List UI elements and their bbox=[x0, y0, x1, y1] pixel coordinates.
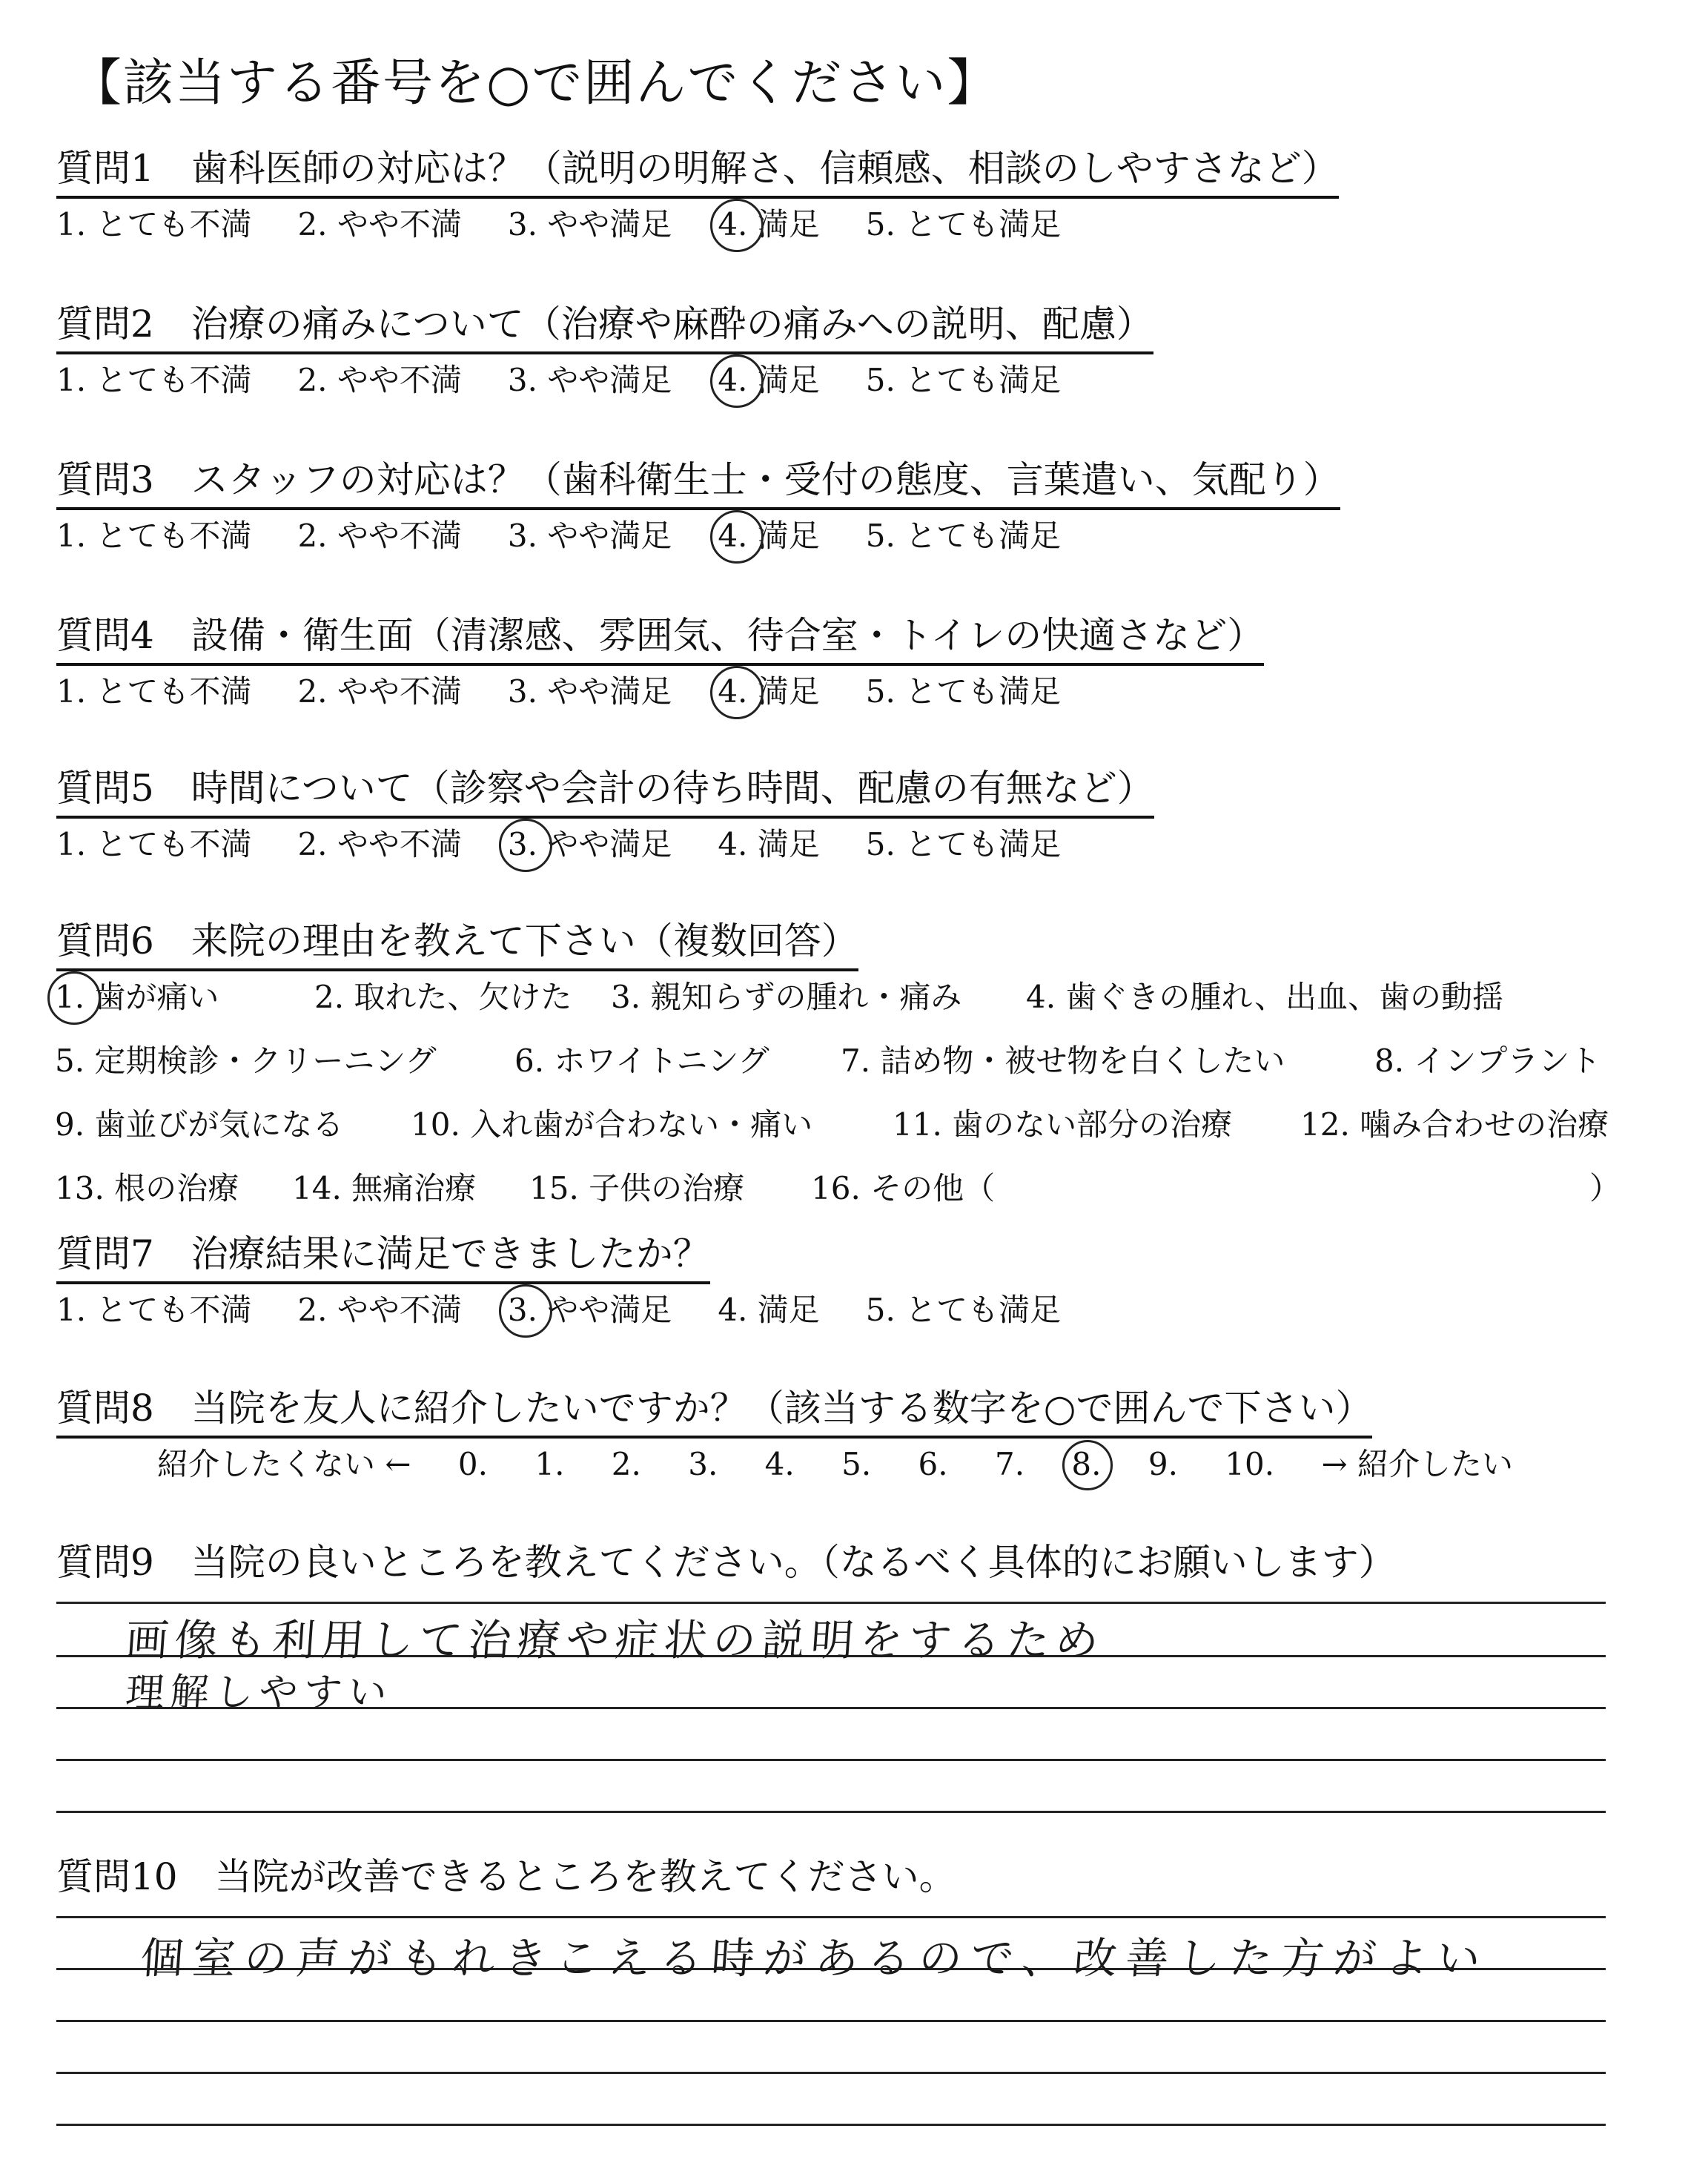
question-2-heading: 質問2 治療の痛みについて（治療や麻酔の痛みへの説明、配慮） bbox=[56, 301, 1153, 354]
reason-14[interactable]: 14. 無痛治療 bbox=[292, 1170, 477, 1206]
question-7-options bbox=[56, 1292, 1107, 1329]
reason-16[interactable]: 16. その他（ bbox=[811, 1170, 996, 1206]
answer-line bbox=[56, 1916, 1606, 1918]
question-7 bbox=[56, 1231, 1613, 1379]
question-5 bbox=[56, 765, 1613, 914]
question-2-options bbox=[56, 362, 1107, 399]
scale-2[interactable]: 2. bbox=[611, 1446, 641, 1482]
option-5[interactable]: 5. とても満足 bbox=[865, 518, 1062, 554]
answer-line bbox=[56, 1759, 1606, 1761]
reason-3[interactable]: 3. 親知らずの腫れ・痛み bbox=[611, 979, 962, 1015]
scale-3[interactable]: 3. bbox=[688, 1446, 718, 1482]
option-4[interactable]: 4. 満足 bbox=[718, 826, 820, 862]
scale-6[interactable]: 6. bbox=[918, 1446, 948, 1482]
scale-5[interactable]: 5. bbox=[841, 1446, 872, 1482]
reason-16-close: ） bbox=[1589, 1170, 1621, 1206]
option-5[interactable]: 5. とても満足 bbox=[865, 673, 1062, 710]
answer-line bbox=[56, 1602, 1606, 1604]
scale-1[interactable]: 1. bbox=[534, 1446, 565, 1482]
question-3-heading: 質問3 スタッフの対応は？（歯科衛生士・受付の態度、言葉遣い、気配り） bbox=[56, 457, 1340, 510]
option-4[interactable]: 4. 満足 bbox=[718, 673, 819, 710]
option-1[interactable]: 1. とても不満 bbox=[56, 1292, 252, 1328]
option-2[interactable]: 2. やや不満 bbox=[297, 826, 462, 862]
option-3[interactable]: 3. やや満足 bbox=[507, 206, 672, 242]
question-9-heading: 質問9 当院の良いところを教えてください。（なるべく具体的にお願いします） bbox=[56, 1541, 1396, 1584]
answer-line bbox=[56, 2020, 1606, 2022]
scale-9[interactable]: 9. bbox=[1148, 1446, 1178, 1482]
option-2[interactable]: 2. やや不満 bbox=[297, 362, 462, 398]
scale-left-label: 紹介したくない ← bbox=[157, 1446, 411, 1482]
reason-5[interactable]: 5. 定期検診・クリーニング bbox=[55, 1043, 437, 1079]
question-1 bbox=[56, 145, 1613, 294]
question-9 bbox=[56, 1539, 1613, 1591]
option-3[interactable]: 3. やや満足 bbox=[508, 826, 672, 863]
reason-7[interactable]: 7. 詰め物・被せ物を白くしたい bbox=[841, 1043, 1285, 1079]
question-8 bbox=[56, 1385, 1613, 1533]
answer-line bbox=[56, 2072, 1606, 2074]
reason-4[interactable]: 4. 歯ぐきの腫れ、出血、歯の動揺 bbox=[1026, 979, 1503, 1015]
scale-10[interactable]: 10. bbox=[1225, 1446, 1275, 1482]
answer-line bbox=[56, 1811, 1606, 1813]
option-4[interactable]: 4. 満足 bbox=[718, 1292, 820, 1328]
option-4[interactable]: 4. 満足 bbox=[718, 518, 819, 555]
handwritten-answer-10-line-1: 個室の声がもれきこえる時があるので、改善した方がよい bbox=[139, 1933, 1491, 1984]
question-3 bbox=[56, 457, 1613, 605]
question-5-heading: 質問5 時間について（診察や会計の待ち時間、配慮の有無など） bbox=[56, 765, 1154, 819]
option-4[interactable]: 4. 満足 bbox=[718, 206, 819, 243]
recommend-scale bbox=[157, 1446, 1513, 1483]
scale-right-label: → 紹介したい bbox=[1321, 1446, 1513, 1482]
question-8-heading: 質問8 当院を友人に紹介したいですか？（該当する数字を○で囲んで下さい） bbox=[56, 1385, 1372, 1439]
scale-4[interactable]: 4. bbox=[764, 1446, 795, 1482]
option-3[interactable]: 3. やや満足 bbox=[507, 362, 672, 398]
option-1[interactable]: 1. とても不満 bbox=[56, 362, 252, 398]
scale-7[interactable]: 7. bbox=[994, 1446, 1025, 1482]
option-3[interactable]: 3. やや満足 bbox=[507, 518, 672, 554]
option-2[interactable]: 2. やや不満 bbox=[297, 206, 462, 242]
option-5[interactable]: 5. とても満足 bbox=[865, 362, 1062, 398]
option-2[interactable]: 2. やや不満 bbox=[297, 1292, 462, 1328]
option-5[interactable]: 5. とても満足 bbox=[865, 206, 1062, 242]
option-3[interactable]: 3. やや満足 bbox=[507, 673, 672, 710]
question-4 bbox=[56, 612, 1613, 761]
option-1[interactable]: 1. とても不満 bbox=[56, 826, 252, 862]
page-title: 【該当する番号を○で囲んでください】 bbox=[71, 54, 999, 113]
reason-15[interactable]: 15. 子供の治療 bbox=[529, 1170, 745, 1206]
option-1[interactable]: 1. とても不満 bbox=[56, 673, 252, 710]
reason-12[interactable]: 12. 噛み合わせの治療 bbox=[1300, 1106, 1609, 1143]
option-1[interactable]: 1. とても不満 bbox=[56, 518, 252, 554]
answer-line bbox=[56, 2124, 1606, 2126]
reason-11[interactable]: 11. 歯のない部分の治療 bbox=[893, 1106, 1233, 1143]
reason-13[interactable]: 13. 根の治療 bbox=[55, 1170, 239, 1206]
handwritten-answer-9-line-2: 理解しやすい bbox=[124, 1671, 394, 1715]
question-3-options bbox=[56, 518, 1107, 555]
reason-2[interactable]: 2. 取れた、欠けた bbox=[314, 979, 572, 1015]
question-1-heading: 質問1 歯科医師の対応は？（説明の明解さ、信頼感、相談のしやすさなど） bbox=[56, 145, 1339, 199]
option-2[interactable]: 2. やや不満 bbox=[297, 673, 462, 710]
option-4[interactable]: 4. 満足 bbox=[718, 362, 819, 399]
question-10 bbox=[56, 1854, 1613, 1906]
reason-10[interactable]: 10. 入れ歯が合わない・痛い bbox=[411, 1106, 813, 1143]
question-2 bbox=[56, 301, 1613, 449]
reason-6[interactable]: 6. ホワイトニング bbox=[514, 1043, 769, 1079]
option-5[interactable]: 5. とても満足 bbox=[865, 1292, 1062, 1328]
scale-8[interactable]: 8. bbox=[1071, 1446, 1101, 1483]
option-1[interactable]: 1. とても不満 bbox=[56, 206, 252, 242]
question-4-options bbox=[56, 673, 1107, 710]
handwritten-answer-9-line-1: 画像も利用して治療や症状の説明をするため bbox=[124, 1615, 1107, 1665]
question-4-heading: 質問4 設備・衛生面（清潔感、雰囲気、待合室・トイレの快適さなど） bbox=[56, 612, 1264, 666]
reason-9[interactable]: 9. 歯並びが気になる bbox=[55, 1106, 344, 1143]
reason-8[interactable]: 8. インプラント bbox=[1374, 1043, 1601, 1079]
option-2[interactable]: 2. やや不満 bbox=[297, 518, 462, 554]
question-1-options bbox=[56, 206, 1107, 243]
question-7-heading: 質問7 治療結果に満足できましたか？ bbox=[56, 1231, 710, 1284]
scale-0[interactable]: 0. bbox=[457, 1446, 488, 1482]
question-6 bbox=[55, 918, 1621, 1229]
reason-1[interactable]: 1. 歯が痛い bbox=[55, 979, 219, 1016]
option-3[interactable]: 3. やや満足 bbox=[508, 1292, 672, 1329]
question-6-heading: 質問6 来院の理由を教えて下さい（複数回答） bbox=[56, 918, 858, 971]
question-10-heading: 質問10 当院が改善できるところを教えてください。 bbox=[56, 1855, 956, 1898]
option-5[interactable]: 5. とても満足 bbox=[865, 826, 1062, 862]
question-5-options bbox=[56, 826, 1107, 863]
